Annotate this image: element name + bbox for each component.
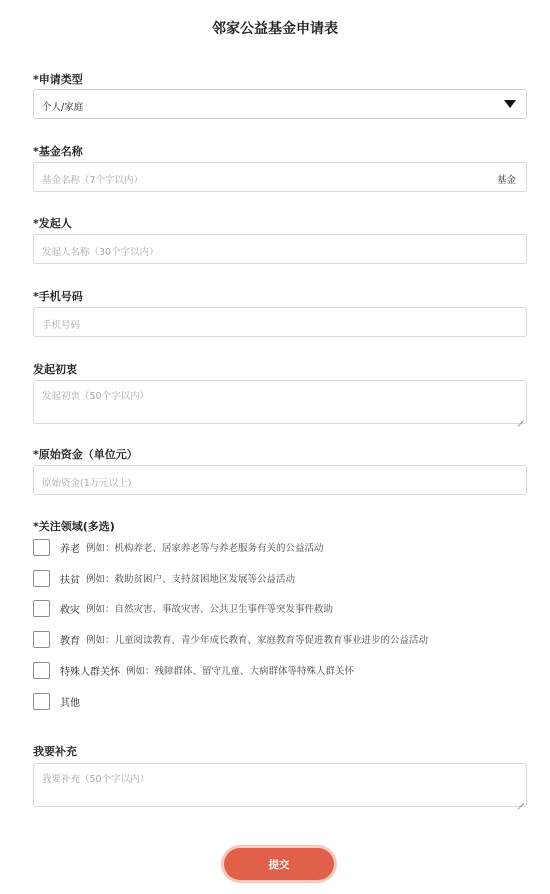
- phone-placeholder: 手机号码: [42, 320, 81, 331]
- focus-option-elderly[interactable]: [33, 537, 324, 557]
- resize-handle-icon[interactable]: [516, 413, 524, 421]
- apply-type-select[interactable]: [33, 89, 527, 119]
- capital-label: *原始资金（单位元）: [33, 448, 138, 461]
- supplement-label: 我要补充: [33, 745, 77, 758]
- intention-textarea[interactable]: [33, 380, 527, 424]
- checkbox[interactable]: [33, 570, 50, 587]
- supplement-placeholder: 我要补充（50个字以内）: [42, 774, 150, 785]
- option-name: 救灾: [60, 604, 80, 616]
- checkbox[interactable]: [33, 600, 50, 617]
- initiator-placeholder: 发起人名称（30个字以内）: [42, 247, 159, 258]
- intention-placeholder: 发起初衷（50个字以内）: [42, 391, 150, 402]
- initiator-input[interactable]: [33, 234, 527, 264]
- intention-label: 发起初衷: [33, 363, 77, 376]
- apply-type-value: 个人/家庭: [42, 102, 84, 113]
- supplement-textarea[interactable]: [33, 763, 527, 807]
- option-desc: 例如：儿童阅读教育、青少年成长教育、家庭教育等促进教育事业进步的公益活动: [86, 635, 429, 646]
- fund-name-label: *基金名称: [33, 145, 83, 158]
- option-name: 扶贫: [60, 574, 80, 586]
- option-name: 其他: [60, 697, 80, 709]
- focus-label: *关注领域(多选): [33, 520, 115, 533]
- fund-name-placeholder: 基金名称（7个字以内）: [42, 175, 144, 186]
- option-desc: 例如：机构养老、居家养老等与养老服务有关的公益活动: [86, 543, 324, 554]
- initiator-label: *发起人: [33, 217, 72, 230]
- capital-input[interactable]: [33, 465, 527, 495]
- checkbox[interactable]: [33, 539, 50, 556]
- option-name: 教育: [60, 635, 80, 647]
- option-name: 养老: [60, 543, 80, 555]
- focus-option-disaster[interactable]: [33, 598, 333, 618]
- focus-option-special-groups[interactable]: [33, 660, 354, 680]
- page-title: 邻家公益基金申请表: [212, 21, 338, 37]
- checkbox[interactable]: [33, 662, 50, 679]
- resize-handle-icon[interactable]: [516, 796, 524, 804]
- phone-input[interactable]: [33, 307, 527, 337]
- apply-type-label: *申请类型: [33, 73, 83, 86]
- focus-option-poverty[interactable]: [33, 568, 295, 588]
- capital-placeholder: 原始资金(1万元以上): [42, 478, 132, 489]
- focus-option-education[interactable]: [33, 629, 428, 649]
- checkbox[interactable]: [33, 631, 50, 648]
- option-desc: 例如：救助贫困户、支持贫困地区发展等公益活动: [86, 574, 296, 585]
- fund-name-input[interactable]: [33, 162, 527, 192]
- phone-label: *手机号码: [33, 290, 83, 303]
- option-name: 特殊人群关怀: [60, 666, 120, 678]
- focus-option-other[interactable]: [33, 691, 86, 711]
- option-desc: 例如：自然灾害、事故灾害、公共卫生事件等突发事件救助: [86, 604, 334, 615]
- checkbox[interactable]: [33, 693, 50, 710]
- fund-name-suffix: 基金: [496, 175, 516, 186]
- dropdown-arrow-icon: [504, 100, 516, 108]
- option-desc: 例如：残障群体、留守儿童、大病群体等特殊人群关怀: [126, 666, 355, 677]
- submit-button[interactable]: 提交: [224, 848, 334, 880]
